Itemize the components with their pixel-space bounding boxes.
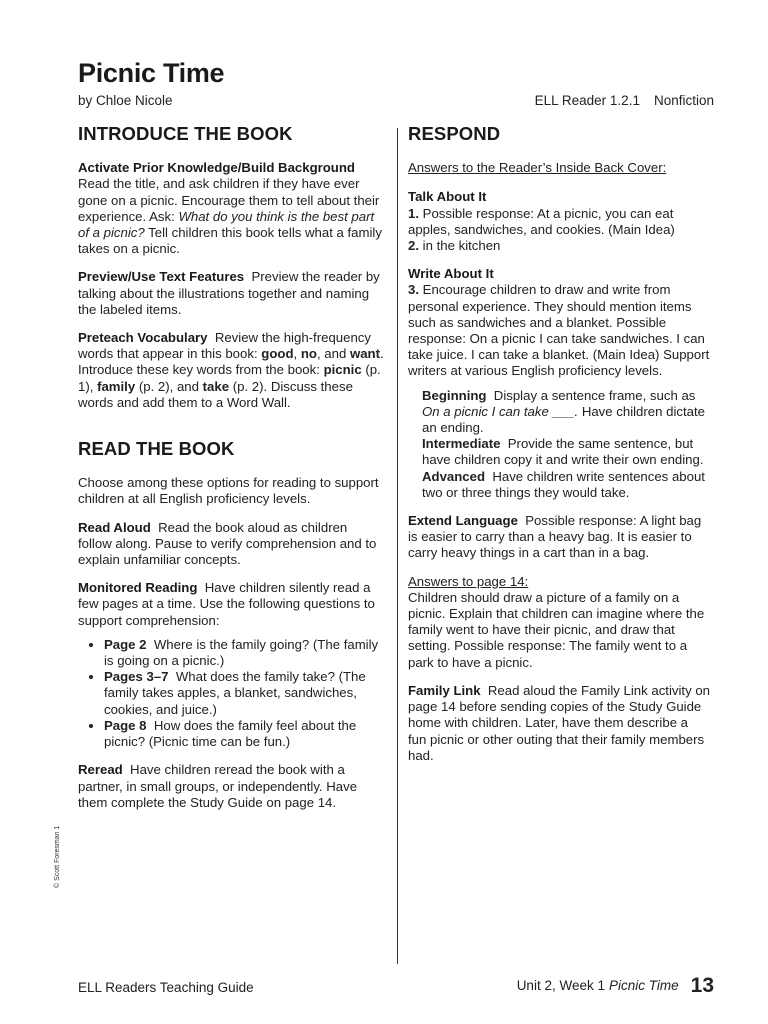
family-link-text: Read aloud the Family Link activity on page 14 before sending copies of the Study Guide home with children. Later, have them describe a fun picnic or other outing that their family members had. <box>408 682 710 763</box>
respond-heading: RESPOND <box>408 123 501 144</box>
prior-knowledge-text-end: Tell children this book tells what a family takes on a picnic. <box>78 225 382 257</box>
level-intermediate <box>422 436 710 468</box>
vocab-text: (p. 2). Discuss these words and add them to a Word Wall. <box>78 378 353 410</box>
copyright-notice: © Scott Foresman 1 <box>54 825 61 888</box>
prior-knowledge-question: What do you think is the best part of a picnic? <box>78 208 375 241</box>
series-info <box>521 93 714 108</box>
vocab-word: no <box>300 346 317 362</box>
sentence-frame: On a picnic I can take ___. <box>422 403 579 419</box>
page-title: Picnic Time <box>78 58 225 88</box>
talk-about-it <box>408 189 710 254</box>
write-about-it <box>408 266 710 379</box>
prior-knowledge-label: Activate Prior Knowledge/Build Background <box>78 160 355 176</box>
vocabulary-label: Preteach Vocabulary <box>78 330 208 346</box>
list-item <box>104 637 384 669</box>
vocabulary-paragraph <box>78 330 384 411</box>
answers-page-heading: Answers to page 14: <box>408 573 529 589</box>
question-page: Page 8 <box>104 717 147 733</box>
reread-paragraph <box>78 762 384 811</box>
answer-text: Possible response: At a picnic, you can eat apples, sandwiches, and cookies. (Main Idea) <box>408 205 675 237</box>
read-heading: READ THE BOOK <box>78 438 235 460</box>
level-beginning <box>422 388 710 437</box>
preview-text: Preview the reader by talking about the illustrations together and naming the labeled items. <box>78 269 380 317</box>
answer-text: Encourage children to draw and write from personal experience. They should mention items such as sandwiches and a blanket. Possible response: On a picnic I can take sandwiches. I can take juice. I can take a blanket. (Main Idea) Support writers at various English proficiency levels. <box>408 282 710 379</box>
question-text: How does the family feel about the picnic? (Picnic time can be fun.) <box>104 717 357 750</box>
question-text: Where is the family going? (The family is going on a picnic.) <box>104 636 379 669</box>
answer-number: 2. <box>408 238 419 254</box>
level-label: Intermediate <box>422 436 501 452</box>
level-text: Provide the same sentence, but have children copy it and write their own ending. <box>422 436 704 468</box>
footer-guide-title: ELL Readers Teaching Guide <box>78 980 254 995</box>
list-item <box>104 718 384 750</box>
vocab-word: want <box>349 346 381 362</box>
question-list <box>78 637 384 750</box>
reader-code: ELL Reader 1.2.1 <box>534 93 640 108</box>
question-text: What does the family take? (The family takes apples, a blanket, sandwiches, cookies, and juice.) <box>104 669 366 717</box>
monitored-paragraph <box>78 580 384 629</box>
monitored-label: Monitored Reading <box>78 580 198 596</box>
preview-label: Preview/Use Text Features <box>78 269 245 285</box>
extend-language-paragraph <box>408 513 710 562</box>
footer-right <box>517 974 714 998</box>
read-aloud-text: Read the book aloud as children follow along. Pause to verify comprehension and to explain unfamiliar concepts. <box>78 519 377 568</box>
vocab-word: good <box>261 346 294 362</box>
vocab-word: picnic <box>323 362 362 378</box>
answer-number: 3. <box>408 282 419 298</box>
list-item <box>104 669 384 718</box>
right-column <box>408 123 710 776</box>
preview-paragraph <box>78 269 384 318</box>
read-aloud-paragraph <box>78 520 384 569</box>
read-aloud-label: Read Aloud <box>78 519 151 535</box>
vocab-text: Review the high-frequency words that appear in this book: <box>78 330 371 362</box>
family-link-label: Family Link <box>408 682 481 698</box>
level-text: Have children write sentences about two or three things they would take. <box>422 468 705 500</box>
answer-text: in the kitchen <box>422 238 501 254</box>
answer-number: 1. <box>408 205 419 221</box>
footer-unit: Unit 2, Week 1 <box>516 978 605 993</box>
family-link-paragraph <box>408 683 710 764</box>
prior-knowledge-text: Read the title, and ask children if they have ever gone on a picnic. Encourage them to tell about their experience. Ask: <box>78 176 380 224</box>
reread-label: Reread <box>78 762 123 778</box>
extend-label: Extend Language <box>408 513 518 529</box>
left-column <box>78 123 384 823</box>
talk-label: Talk About It <box>408 189 487 205</box>
vocab-text: . Introduce these key words from the book: <box>78 346 384 378</box>
level-text: Have children dictate an ending. <box>422 403 705 436</box>
column-divider <box>397 128 398 964</box>
extend-text: Possible response: A light bag is easier to carry than a heavy bag. It is easier to carry heavy things in a cart than in a bag. <box>408 513 702 561</box>
level-text: Display a sentence frame, such as <box>493 387 696 403</box>
write-label: Write About It <box>408 266 494 282</box>
page-number: 13 <box>690 974 714 997</box>
vocab-text: (p. 1), <box>78 362 381 394</box>
answers-cover-heading: Answers to the Reader’s Inside Back Cover: <box>408 160 667 176</box>
vocab-text: (p. 2), and <box>135 378 203 394</box>
monitored-text: Have children silently read a few pages at a time. Use the following questions to support comprehension: <box>78 580 375 628</box>
question-page: Page 2 <box>104 636 147 652</box>
genre-label: Nonfiction <box>653 93 714 108</box>
level-label: Beginning <box>422 387 487 403</box>
vocab-text: , <box>293 346 301 362</box>
footer-book-title: Picnic Time <box>608 978 679 993</box>
vocab-word: take <box>202 378 230 394</box>
vocab-text: , and <box>316 346 350 362</box>
reread-text: Have children reread the book with a partner, in small groups, or independently. Have them complete the Study Guide on page 14. <box>78 762 358 810</box>
level-advanced <box>422 469 710 501</box>
prior-knowledge-paragraph <box>78 160 384 257</box>
question-page: Pages 3–7 <box>104 669 169 685</box>
page14-paragraph: Children should draw a picture of a family on a picnic. Explain that children can imagine where the family went to have their picnic, and draw that setting. Possible response: The family went to a park to have a picnic. <box>408 589 705 670</box>
vocab-word: family <box>97 378 136 394</box>
introduce-heading: INTRODUCE THE BOOK <box>78 123 293 144</box>
byline: by Chloe Nicole <box>78 93 173 108</box>
level-label: Advanced <box>422 468 486 484</box>
read-intro: Choose among these options for reading to support children at all English proficiency levels. <box>78 475 379 507</box>
